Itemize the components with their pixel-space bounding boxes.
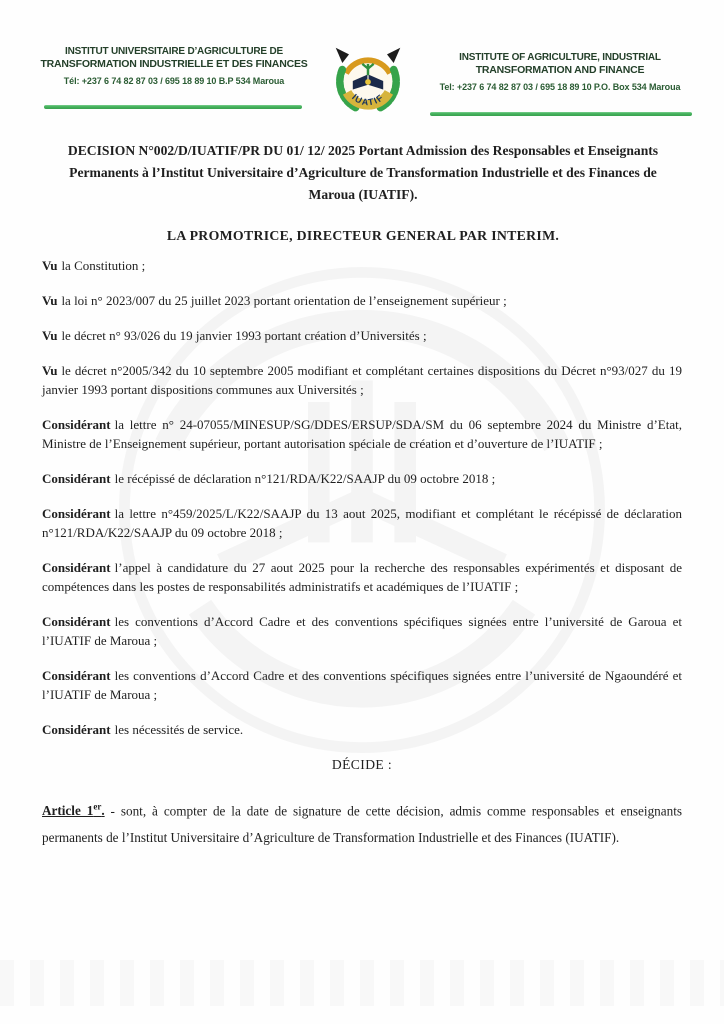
recital-paragraph	[42, 361, 682, 399]
recital-lead: Considérant	[42, 417, 111, 432]
recital-text: les conventions d’Accord Cadre et des conventions spécifiques signées entre l’université de Garoua et l’IUATIF de Maroua ;	[42, 614, 682, 648]
recital-text: la Constitution ;	[61, 258, 146, 273]
recital-lead: Considérant	[42, 668, 111, 683]
institute-name-en-line1: INSTITUTE OF AGRICULTURE, INDUSTRIAL	[459, 52, 661, 63]
recital-text: les nécessités de service.	[114, 722, 244, 737]
recital-text: le décret n° 93/026 du 19 janvier 1993 portant création d’Universités ;	[61, 328, 427, 343]
recital-paragraph	[42, 612, 682, 650]
green-rule-left	[44, 105, 302, 109]
issuer-heading: LA PROMOTRICE, DIRECTEUR GENERAL PAR INTERIM.	[166, 228, 560, 243]
recital-paragraph	[42, 558, 682, 596]
recital-text: les conventions d’Accord Cadre et des conventions spécifiques signées entre l’université de Ngaoundéré et l’IUATIF de Maroua ;	[42, 668, 682, 702]
recital-lead: Considérant	[42, 471, 111, 486]
recital-lead: Vu	[42, 363, 58, 378]
scan-artifact	[0, 960, 724, 1006]
institute-name-fr-line2: TRANSFORMATION INDUSTRIELLE ET DES FINANCES	[40, 58, 308, 70]
decide-heading: DÉCIDE :	[331, 757, 393, 772]
recital-paragraph	[42, 504, 682, 542]
article-1-paragraph	[42, 794, 682, 851]
institute-name-fr-line1: INSTITUT UNIVERSITAIRE D’AGRICULTURE DE	[65, 46, 283, 57]
iuatif-logo	[330, 42, 406, 120]
recital-lead: Vu	[42, 328, 58, 343]
contact-info-fr: Tél: +237 6 74 82 87 03 / 695 18 89 10 B.P 534 Maroua	[63, 76, 285, 86]
recital-paragraph	[42, 326, 682, 345]
recital-text: la lettre n°459/2025/L/K22/SAAJP du 13 aout 2025, modifiant et complétant le récépissé de déclaration n°121/RDA/K22/SAAJP du 09 octobre 2018 ;	[42, 506, 682, 540]
recital-lead: Considérant	[42, 560, 111, 575]
recital-text: la lettre n° 24-07055/MINESUP/SG/DDES/ERSUP/SDA/SM du 06 septembre 2024 du Ministre d’Etat, Ministre de l’Enseignement supérieur, portant autorisation spéciale de création et d’ouverture de l’IUATIF ;	[42, 417, 682, 451]
recital-paragraph	[42, 291, 682, 310]
recital-paragraph	[42, 256, 682, 275]
recital-text: la loi n° 2023/007 du 25 juillet 2023 portant orientation de l’enseignement supérieur ;	[61, 293, 507, 308]
recital-text: le récépissé de déclaration n°121/RDA/K22/SAAJP du 09 octobre 2018 ;	[114, 471, 496, 486]
recital-paragraph	[42, 415, 682, 453]
recital-lead: Vu	[42, 293, 58, 308]
logo-text: IUATIF	[350, 91, 386, 108]
recital-paragraph	[42, 666, 682, 704]
recital-lead: Vu	[42, 258, 58, 273]
recital-text: l’appel à candidature du 27 aout 2025 pour la recherche des responsables expérimentés et disposant de compétences dans les postes de responsabilités administratifs et académiques de l’IUATIF ;	[42, 560, 682, 594]
recital-lead: Considérant	[42, 614, 111, 629]
article-1-text: - sont, à compter de la date de signature de cette décision, admis comme responsables et enseignants permanents de l’Institut Universitaire d’Agriculture de Transformation Industrielle et des Finances (IUATIF).	[42, 803, 682, 846]
green-rule-right	[430, 112, 692, 116]
recital-lead: Considérant	[42, 506, 111, 521]
recital-lead: Considérant	[42, 722, 111, 737]
iuatif-logo-emblem-icon	[330, 42, 406, 120]
institute-name-en-line2: TRANSFORMATION AND FINANCE	[475, 64, 645, 76]
letterhead-left-fr	[38, 46, 310, 87]
article-1-label: Article 1er.	[42, 802, 105, 819]
recital-paragraph	[42, 720, 682, 739]
recital-text: le décret n°2005/342 du 10 septembre 2005 modifiant et complétant certaines dispositions du Décret n°93/027 du 19 janvier 1993 portant dispositions communes aux Universités ;	[42, 363, 682, 397]
contact-info-en: Tel: +237 6 74 82 87 03 / 695 18 89 10 P.O. Box 534 Maroua	[439, 82, 681, 92]
decision-title: DECISION N°002/D/IUATIF/PR DU 01/ 12/ 2025 Portant Admission des Responsables et Enseignants Permanents à l’Institut Universitaire d’Agriculture de Transformation Industrielle et des Finances de Maroua (IUATIF).	[67, 143, 659, 202]
decision-body	[42, 256, 682, 865]
recital-paragraph	[42, 469, 682, 488]
letterhead-right-en	[418, 52, 702, 93]
